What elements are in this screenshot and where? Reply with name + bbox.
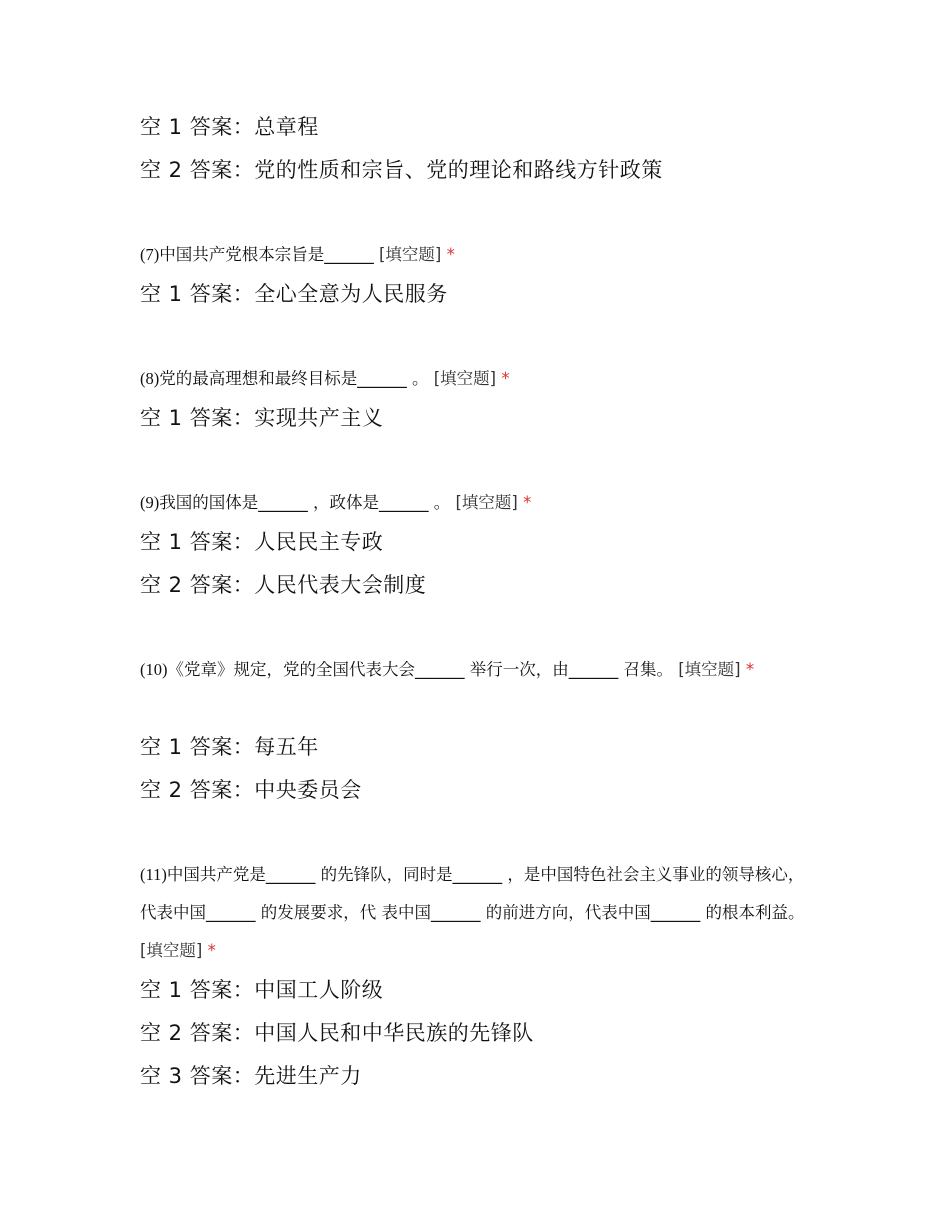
answer-label: 空 1 答案：	[140, 735, 255, 759]
answer-text: 中央委员会	[254, 778, 362, 802]
question-number: (9)	[140, 493, 160, 512]
required-mark: *	[446, 245, 455, 264]
answer-text: 先进生产力	[254, 1064, 362, 1088]
answer-line	[140, 1061, 840, 1091]
question-type-tag: [填空题]	[379, 245, 442, 264]
question-text: 党的最高理想和最终目标是______ 。	[159, 369, 429, 388]
answer-line	[140, 570, 840, 600]
answer-label: 空 2 答案：	[140, 158, 255, 182]
question-number: (7)	[140, 245, 160, 264]
question-text: 中国共产党根本宗旨是______	[159, 245, 374, 264]
answer-line	[140, 775, 840, 805]
answer-line	[140, 527, 840, 557]
answer-line	[140, 279, 840, 309]
answer-text: 全心全意为人民服务	[254, 282, 448, 306]
required-mark: *	[523, 493, 532, 512]
question-9	[140, 484, 810, 522]
question-10	[140, 651, 810, 689]
answer-label: 空 2 答案：	[140, 778, 255, 802]
answer-label: 空 1 答案：	[140, 530, 255, 554]
answer-text: 党的性质和宗旨、党的理论和路线方针政策	[254, 158, 663, 182]
answer-line	[140, 403, 840, 433]
question-text: 中国共产党是______ 的先锋队，同时是______ ，是中国特色社会主义事业的领导核心，代表中国______ 的发展要求，代 表中国______ 的前进方向，代表中国______ 的根本利益。	[140, 865, 805, 922]
answer-text: 中国人民和中华民族的先锋队	[254, 1021, 534, 1045]
required-mark: *	[745, 660, 755, 679]
question-number: (10)	[140, 660, 168, 679]
answer-label: 空 1 答案：	[140, 978, 255, 1002]
question-type-tag: [填空题]	[678, 660, 741, 679]
answer-text: 每五年	[254, 735, 319, 759]
question-7	[140, 236, 810, 274]
answer-label: 空 3 答案：	[140, 1064, 255, 1088]
answer-line	[140, 732, 840, 762]
question-11	[140, 856, 810, 970]
answer-text: 实现共产主义	[254, 406, 384, 430]
question-text: 《党章》规定，党的全国代表大会______ 举行一次，由______ 召集。	[167, 660, 673, 679]
answer-text: 人民代表大会制度	[254, 573, 427, 597]
answer-line	[140, 1018, 840, 1048]
question-number: (8)	[140, 369, 160, 388]
answer-label: 空 1 答案：	[140, 115, 255, 139]
answer-label: 空 1 答案：	[140, 282, 255, 306]
question-8	[140, 360, 810, 398]
question-type-tag: [填空题]	[140, 941, 203, 960]
question-text: 我国的国体是______ ，政体是______ 。	[159, 493, 451, 512]
required-mark: *	[501, 369, 510, 388]
answer-line	[140, 155, 840, 185]
question-number: (11)	[140, 865, 167, 884]
answer-label: 空 2 答案：	[140, 1021, 255, 1045]
answer-label: 空 1 答案：	[140, 406, 255, 430]
answer-text: 人民民主专政	[254, 530, 384, 554]
answer-line	[140, 112, 840, 142]
question-type-tag: [填空题]	[433, 369, 497, 388]
answer-label: 空 2 答案：	[140, 573, 255, 597]
answer-line	[140, 975, 840, 1005]
required-mark: *	[207, 941, 216, 960]
question-type-tag: [填空题]	[455, 493, 518, 512]
answer-text: 总章程	[254, 115, 319, 139]
answer-text: 中国工人阶级	[254, 978, 384, 1002]
